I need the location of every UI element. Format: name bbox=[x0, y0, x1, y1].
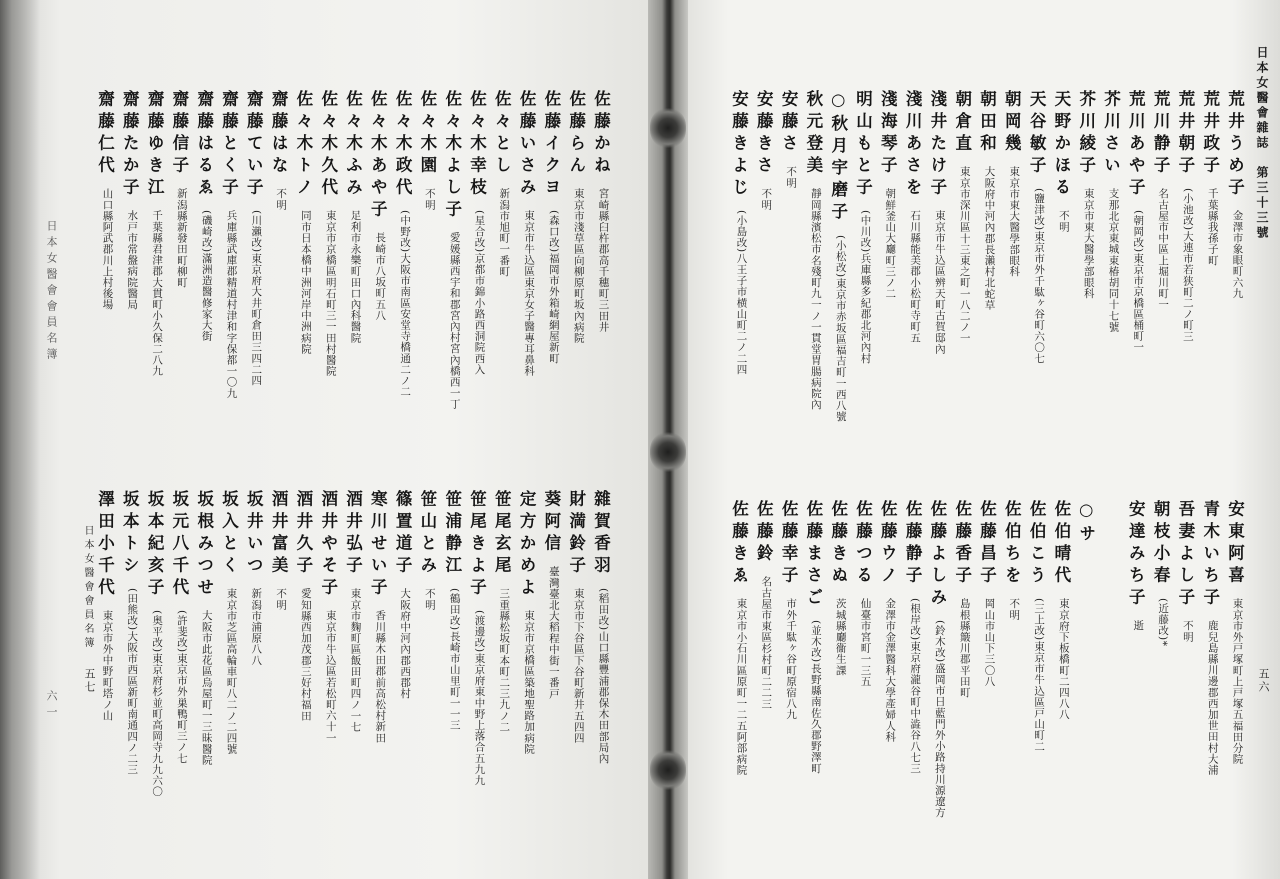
member-name: 佐々木よし子 bbox=[442, 90, 462, 222]
member-name: 齋藤ゆき江 bbox=[145, 90, 165, 200]
member-name: 安東阿喜 bbox=[1225, 500, 1245, 588]
member-address: (中川改)兵庫縣多紀郡北河內村 bbox=[859, 210, 872, 364]
list-item bbox=[518, 490, 535, 754]
binding-staple bbox=[650, 108, 686, 148]
member-name: 佐藤つる bbox=[853, 500, 873, 588]
list-item bbox=[953, 500, 970, 698]
list-item bbox=[1003, 90, 1020, 277]
member-name: 佐藤きぬ bbox=[828, 500, 848, 588]
member-address: 石川縣能美郡小松町寺町五 bbox=[909, 210, 922, 344]
list-item bbox=[394, 490, 411, 699]
member-name: 坂入とく bbox=[219, 490, 239, 578]
member-address: 市外千駄ヶ谷町原宿八九 bbox=[785, 598, 798, 721]
member-address: (田熊改)大阪市西區新町南通四ノ二三 bbox=[126, 588, 139, 775]
member-address: 東京市京橋區築地聖路加病院 bbox=[523, 610, 536, 755]
list-item bbox=[879, 90, 896, 299]
member-name: 坂本トシ bbox=[120, 490, 140, 578]
member-name: 篠置道子 bbox=[393, 490, 413, 578]
list-item bbox=[121, 90, 138, 310]
member-name: 坂元八千代 bbox=[169, 490, 189, 600]
member-address: 金澤市金澤醫科大學產婦人科 bbox=[884, 598, 897, 743]
list-item bbox=[1152, 90, 1169, 310]
list-item bbox=[443, 90, 460, 410]
member-name: 佐々木政代 bbox=[393, 90, 413, 200]
member-name: 芥川さい bbox=[1101, 90, 1121, 178]
list-item bbox=[1077, 500, 1094, 557]
member-address: 名古屋市東區杉村町二二三 bbox=[760, 576, 773, 710]
list-item bbox=[96, 490, 113, 721]
list-item bbox=[1127, 500, 1144, 631]
member-name: 笹山とみ bbox=[417, 490, 437, 578]
list-item bbox=[443, 490, 460, 731]
member-name: 荒川あや子 bbox=[1126, 90, 1146, 200]
member-address: 仙臺市宮町一三五 bbox=[859, 598, 872, 687]
member-address: (鶴田改)長崎市山里町一一三 bbox=[448, 588, 461, 731]
list-item bbox=[394, 90, 411, 397]
member-address: 名古屋市中區上堀川町一 bbox=[1157, 188, 1170, 311]
member-name: 秋元登美 bbox=[803, 90, 823, 178]
right-page bbox=[688, 0, 1280, 879]
list-item bbox=[418, 490, 435, 610]
list-item bbox=[829, 90, 846, 422]
list-item bbox=[121, 490, 138, 775]
member-address: (川瀨改)東京府大井町倉田三四二四 bbox=[250, 210, 263, 386]
member-address: 東京府下板橋町二四八八 bbox=[1057, 598, 1070, 721]
list-item bbox=[96, 90, 113, 310]
member-name: 青木いち子 bbox=[1200, 500, 1220, 610]
list-item bbox=[829, 500, 846, 676]
member-name: 天谷敏子 bbox=[1027, 90, 1047, 178]
member-address: 大阪市此花區烏屋町一三昧醫院 bbox=[200, 610, 213, 766]
list-item bbox=[730, 90, 747, 375]
list-item bbox=[195, 490, 212, 765]
member-address: 茨城縣廳衞生課 bbox=[834, 598, 847, 676]
list-item bbox=[730, 500, 747, 776]
list-item bbox=[319, 90, 336, 377]
list-item bbox=[904, 500, 921, 774]
member-name: 荒井政子 bbox=[1200, 90, 1220, 178]
member-address: 東京市牛込區東京女子醫專耳鼻科 bbox=[523, 210, 536, 377]
member-name: 齋藤たか子 bbox=[120, 90, 140, 200]
member-address: (許斐改)東京市外巣鴨町三ノ七 bbox=[175, 610, 188, 764]
member-address: 東京市外中野町塔ノ山 bbox=[101, 610, 114, 721]
list-item bbox=[245, 90, 262, 386]
member-address: 東京市下谷區下谷町新井五四四 bbox=[572, 588, 585, 744]
member-name: 佐伯晴代 bbox=[1051, 500, 1071, 588]
member-address: (磯崎改)滿洲造醫修家大街 bbox=[200, 210, 213, 342]
page-number-right: 五六 bbox=[1257, 668, 1270, 694]
member-address: (渡邊改)東京府東中野上落合五九九 bbox=[473, 610, 486, 786]
list-item bbox=[780, 500, 797, 720]
member-address: 不明 bbox=[1181, 620, 1194, 643]
member-name: 酒井やそ子 bbox=[318, 490, 338, 600]
list-item bbox=[1028, 500, 1045, 752]
member-address: 不明 bbox=[1008, 598, 1021, 621]
list-item bbox=[854, 90, 871, 364]
member-address: 東京市東大醫學部眼科 bbox=[1082, 188, 1095, 299]
member-address: (並木改)長野縣南佐久郡野澤町 bbox=[809, 620, 822, 774]
member-address: 三重縣松坂町本町二三九ノ二 bbox=[498, 588, 511, 733]
list-item bbox=[1201, 500, 1218, 775]
member-address: (森口改)福岡市外箱崎網屋新町 bbox=[547, 210, 560, 364]
list-item bbox=[755, 500, 772, 709]
member-name: 齋藤はな bbox=[269, 90, 289, 178]
list-item bbox=[493, 90, 510, 277]
list-item bbox=[518, 90, 535, 377]
member-address: 千葉縣君津郡大貫町小久保二八九 bbox=[151, 210, 164, 377]
member-address: 鹿兒島縣川邊郡西加世田村大浦 bbox=[1206, 620, 1219, 776]
margin-number: 六一 bbox=[45, 690, 58, 722]
member-name: 酒井久子 bbox=[293, 490, 313, 578]
member-address: 不明 bbox=[760, 188, 773, 211]
list-item bbox=[542, 90, 559, 364]
list-item bbox=[854, 500, 871, 687]
list-item bbox=[1077, 90, 1094, 299]
member-name: 朝倉直 bbox=[952, 90, 972, 156]
list-item bbox=[542, 490, 559, 699]
member-address: 金澤市象眼町六九 bbox=[1231, 210, 1244, 299]
member-name: 佐々木幸枝 bbox=[467, 90, 487, 200]
member-name: 佐伯ちを bbox=[1002, 500, 1022, 588]
list-item bbox=[928, 90, 945, 354]
member-address: (星合改)京都市錦小路西洞院西入 bbox=[473, 210, 486, 375]
list-item bbox=[804, 90, 821, 410]
member-address: 新潟市浦原八八 bbox=[250, 588, 263, 666]
member-name: 笹尾きよ子 bbox=[467, 490, 487, 600]
member-address: (三上改)東京市牛込區戸山町二 bbox=[1033, 598, 1046, 752]
list-item bbox=[978, 500, 995, 687]
list-item bbox=[294, 490, 311, 721]
member-address: 愛知縣西加茂郡三好村福田 bbox=[299, 588, 312, 722]
member-address: 臺灣臺北大稻程中街一番戸 bbox=[547, 566, 560, 700]
binding-staple bbox=[650, 750, 686, 790]
member-name: 佐藤ウノ bbox=[878, 500, 898, 588]
member-address: 山口縣阿武郡川上村後場 bbox=[101, 188, 114, 311]
list-item bbox=[1127, 90, 1144, 353]
member-address: (鹽津改)東京市外千駄ヶ谷町六〇七 bbox=[1033, 188, 1046, 364]
member-address: 不明 bbox=[275, 588, 288, 611]
member-name: 朝田和 bbox=[977, 90, 997, 156]
member-address: 東京市淺草區向柳原町坂內病院 bbox=[572, 188, 585, 344]
member-name: 佐藤まさご bbox=[803, 500, 823, 610]
member-name: 佐藤幸子 bbox=[779, 500, 799, 588]
member-address: 新潟市旭町一番町 bbox=[498, 188, 511, 277]
member-address: 不明 bbox=[785, 166, 798, 189]
member-name: 酒井富美 bbox=[269, 490, 289, 578]
member-name: 雜賀香羽 bbox=[591, 490, 611, 578]
list-item bbox=[1176, 90, 1193, 342]
list-item bbox=[369, 90, 386, 321]
member-name: 安藤きさ bbox=[754, 90, 774, 178]
member-address: 不明 bbox=[275, 188, 288, 211]
member-name: 坂根みつせ bbox=[194, 490, 214, 600]
member-address: 香川縣木田郡前高松村新田 bbox=[374, 610, 387, 744]
member-name: 葵阿信 bbox=[541, 490, 561, 556]
member-name: 佐藤イクヨ bbox=[541, 90, 561, 200]
list-item bbox=[369, 490, 386, 743]
member-address: 宮崎縣臼杵郡高千穗町三田井 bbox=[597, 188, 610, 333]
member-name: 安藤さ bbox=[779, 90, 799, 156]
list-item bbox=[468, 90, 485, 375]
member-name: 朝岡幾 bbox=[1002, 90, 1022, 156]
member-name: ○秋月宇磨子 bbox=[828, 90, 848, 225]
member-address: 不明 bbox=[423, 588, 436, 611]
member-address: (朝岡改)東京市京橋區桶町一 bbox=[1132, 210, 1145, 353]
list-item bbox=[418, 90, 435, 210]
member-name: 笹浦静江 bbox=[442, 490, 462, 578]
list-item bbox=[270, 490, 287, 610]
member-address: 東京市小石川區原町一二五阿部病院 bbox=[735, 598, 748, 776]
member-name: 安藤きよじ bbox=[729, 90, 749, 200]
list-item bbox=[146, 490, 163, 797]
member-name: 酒井弘子 bbox=[343, 490, 363, 578]
page-header: 日本女醫會雜誌 第三十三號 bbox=[1255, 46, 1269, 241]
list-item bbox=[567, 490, 584, 743]
member-name: 佐々木ふみ bbox=[343, 90, 363, 200]
member-address: 足利市永樂町田口內科醫院 bbox=[349, 210, 362, 344]
list-item bbox=[1052, 500, 1069, 720]
list-item bbox=[220, 490, 237, 755]
list-item bbox=[1003, 500, 1020, 620]
member-name: 坂井いつ bbox=[244, 490, 264, 578]
member-name: 齋藤てい子 bbox=[244, 90, 264, 200]
member-name: 笹尾玄尾 bbox=[492, 490, 512, 578]
list-item bbox=[1152, 500, 1169, 647]
member-address: 岡山市山下三〇八 bbox=[983, 598, 996, 687]
member-name: 齋藤信子 bbox=[169, 90, 189, 178]
member-address: 千葉縣我孫子町 bbox=[1206, 188, 1219, 266]
page-footer-title: 日本女醫會會員名簿 bbox=[82, 525, 93, 651]
list-item bbox=[592, 90, 609, 332]
member-name: 佐藤きゑ bbox=[729, 500, 749, 588]
member-name: 淺海琴子 bbox=[878, 90, 898, 178]
member-address: 不明 bbox=[423, 188, 436, 211]
list-item bbox=[319, 490, 336, 743]
list-item bbox=[928, 500, 945, 818]
list-item bbox=[294, 90, 311, 354]
member-address: (中野改)大阪市南區安堂寺橋通二ノ二 bbox=[399, 210, 412, 397]
member-address: 逝 bbox=[1132, 620, 1145, 632]
list-item bbox=[245, 490, 262, 666]
list-item bbox=[344, 490, 361, 732]
margin-text: 日本女醫會會員名簿 bbox=[45, 220, 58, 364]
page-number-left: 五七 bbox=[83, 668, 96, 694]
member-name: 寒川せい子 bbox=[368, 490, 388, 600]
member-name: 吾妻よし子 bbox=[1175, 500, 1195, 610]
member-name: 澤田小千代 bbox=[95, 490, 115, 600]
member-address: (小島改)八王子市横山町二ノ二四 bbox=[735, 210, 748, 375]
list-item bbox=[1052, 90, 1069, 232]
member-name: 佐々木久代 bbox=[318, 90, 338, 200]
list-item bbox=[1226, 500, 1243, 765]
member-name: 荒井朝子 bbox=[1175, 90, 1195, 178]
member-address: 東京市深川區十三東之町一八二ノ一 bbox=[958, 166, 971, 344]
member-address: 新潟縣新發田町柳町 bbox=[175, 188, 188, 288]
member-name: 佐伯こう bbox=[1027, 500, 1047, 588]
list-item bbox=[1201, 90, 1218, 266]
list-item bbox=[1176, 500, 1193, 642]
member-address: 朝鮮釜山大廳町三ノ二 bbox=[884, 188, 897, 299]
list-item bbox=[1102, 90, 1119, 332]
list-item bbox=[468, 490, 485, 786]
member-name: 佐々とし bbox=[492, 90, 512, 178]
member-name: 齋藤はるゑ bbox=[194, 90, 214, 200]
list-item bbox=[220, 90, 237, 399]
list-item bbox=[953, 90, 970, 344]
list-item bbox=[344, 90, 361, 343]
list-item bbox=[879, 500, 896, 742]
member-name: 坂本紀亥子 bbox=[145, 490, 165, 600]
member-address: 島根縣簸川郡平田町 bbox=[958, 598, 971, 698]
member-name: 荒川静子 bbox=[1151, 90, 1171, 178]
member-name: 齋藤仁代 bbox=[95, 90, 115, 178]
member-name: 芥川綾子 bbox=[1076, 90, 1096, 178]
member-address: (根岸改)東京府瀧谷町中澁谷八七三 bbox=[909, 598, 922, 774]
member-name: 天野かほる bbox=[1051, 90, 1071, 200]
member-address: 支那北京東城東椿胡同十七號 bbox=[1107, 188, 1120, 333]
member-address: 同市日本橋中洲河岸中洲病院 bbox=[299, 210, 312, 355]
member-address: (近藤改)* bbox=[1157, 598, 1170, 647]
member-address: 兵庫縣武庫郡精道村津和字保都一〇九 bbox=[225, 210, 238, 399]
member-name: 佐藤香子 bbox=[952, 500, 972, 588]
member-name: 淺井たけ子 bbox=[927, 90, 947, 200]
member-address: 東京市麴町區飯田町四ノ一七 bbox=[349, 588, 362, 733]
member-name: 定方かめよ bbox=[517, 490, 537, 600]
page-edge-shadow bbox=[0, 0, 40, 879]
member-name: 朝枝小春 bbox=[1151, 500, 1171, 588]
member-name: 佐々木トノ bbox=[293, 90, 313, 200]
member-address: 靜岡縣濱松市名殘町九一ノ一貫堂胃腸病院內 bbox=[809, 188, 822, 410]
member-name: 齋藤とく子 bbox=[219, 90, 239, 200]
member-name: 佐藤かね bbox=[591, 90, 611, 178]
member-name: 安達みち子 bbox=[1126, 500, 1146, 610]
member-address: 東京市牛込區辨天町古賀邸內 bbox=[933, 210, 946, 355]
member-address: 大阪府中河內郡長瀨村北蛇草 bbox=[983, 166, 996, 311]
member-address: 不明 bbox=[1057, 210, 1070, 233]
list-item bbox=[493, 490, 510, 732]
member-name: 佐藤よしみ bbox=[927, 500, 947, 610]
list-item bbox=[978, 90, 995, 310]
list-item bbox=[170, 490, 187, 764]
member-address: 東京市牛込區若松町六十一 bbox=[324, 610, 337, 744]
member-address: (稻田改)山口縣豐浦郡保木田部局內 bbox=[597, 588, 610, 764]
list-item bbox=[146, 90, 163, 377]
binding-staple bbox=[650, 432, 686, 472]
list-item bbox=[195, 90, 212, 342]
list-item bbox=[804, 500, 821, 774]
member-address: 東京市芝區高輪車町八二ノ二四號 bbox=[225, 588, 238, 755]
member-name: 明山もと子 bbox=[853, 90, 873, 200]
member-address: 愛媛縣西宇和郡宮內村宮內橋西一丁 bbox=[448, 232, 461, 410]
member-name: 財満鈴子 bbox=[566, 490, 586, 578]
list-item bbox=[755, 90, 772, 210]
list-item bbox=[904, 90, 921, 343]
member-address: 大阪府中河內郡西郡村 bbox=[399, 588, 412, 699]
member-name: 佐藤らん bbox=[566, 90, 586, 178]
member-name: 佐々木あや子 bbox=[368, 90, 388, 222]
member-name: ○サ bbox=[1076, 500, 1096, 547]
member-address: 東京市京橋區明石町三一田村醫院 bbox=[324, 210, 337, 377]
member-name: 荒井うめ子 bbox=[1225, 90, 1245, 200]
list-item bbox=[270, 90, 287, 210]
member-name: 淺川あさを bbox=[903, 90, 923, 200]
member-name: 佐々木園 bbox=[417, 90, 437, 178]
list-item bbox=[592, 490, 609, 764]
member-name: 佐藤鈴 bbox=[754, 500, 774, 566]
member-name: 佐藤昌子 bbox=[977, 500, 997, 588]
list-item bbox=[1028, 90, 1045, 364]
member-address: (奥平改)東京府杉並町高岡寺九九六〇 bbox=[151, 610, 164, 797]
member-address: 水戸市常盤病院醫局 bbox=[126, 210, 139, 310]
list-item bbox=[170, 90, 187, 288]
member-address: 東京市東大醫學部眼科 bbox=[1008, 166, 1021, 277]
list-item bbox=[567, 90, 584, 343]
list-item bbox=[780, 90, 797, 188]
member-address: 長崎市八坂町五八 bbox=[374, 232, 387, 321]
member-address: (小池改)大連市若狭町二ノ町三 bbox=[1181, 188, 1194, 342]
list-item bbox=[1226, 90, 1243, 299]
member-name: 佐藤いさみ bbox=[517, 90, 537, 200]
member-address: (鈴木改)盛岡市日藍門外小路持川源遼方 bbox=[933, 620, 946, 819]
member-address: (小松改)東京市赤坂區福吉町一西八號 bbox=[834, 234, 847, 422]
member-name: 佐藤静子 bbox=[903, 500, 923, 588]
member-address: 東京市外戸塚町上戸塚五福田分院 bbox=[1231, 598, 1244, 765]
